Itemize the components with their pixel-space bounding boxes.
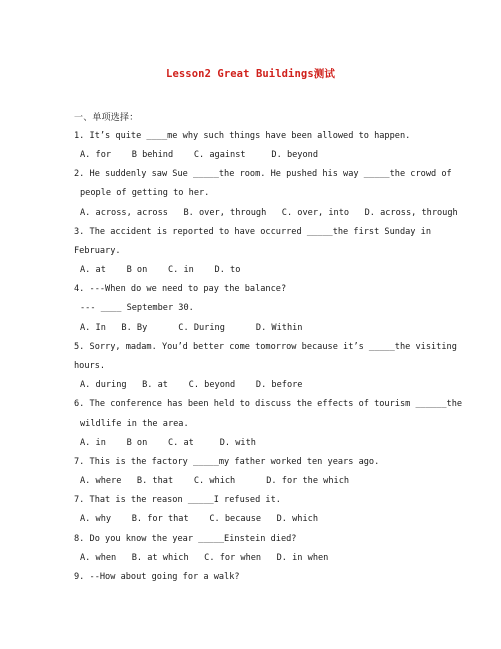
section-heading: 一、单项选择： (74, 113, 139, 123)
question-options: A. where B. that C. which D. for the which (80, 476, 350, 486)
question-stem-continued: people of getting to her. (80, 188, 210, 198)
question-stem-continued: wildlife in the area. (80, 419, 189, 429)
question-stem: 9. --How about going for a walk? (74, 572, 240, 582)
question-stem-continued: --- ____ September 30. (80, 303, 194, 313)
question-stem: 7. This is the factory _____my father worked ten years ago. (74, 457, 380, 467)
question-options: A. during B. at C. beyond D. before (80, 380, 303, 390)
question-stem: 4. ---When do we need to pay the balance? (74, 284, 287, 294)
question-options: A. why B. for that C. because D. which (80, 514, 318, 524)
question-stem: 6. The conference has been held to discuss the effects of tourism ______the (74, 399, 463, 409)
question-stem: 7. That is the reason _____I refused it. (74, 495, 281, 505)
question-options: A. In B. By C. During D. Within (80, 323, 303, 333)
question-stem: 8. Do you know the year _____Einstein died? (74, 534, 297, 544)
question-stem: 3. The accident is reported to have occurred _____the first Sunday in (74, 227, 431, 237)
question-stem: 1. It’s quite ____me why such things have been allowed to happen. (74, 131, 411, 141)
question-stem-continued: February. (74, 246, 121, 256)
question-stem: 2. He suddenly saw Sue _____the room. He pushed his way _____the crowd of (74, 169, 452, 179)
question-options: A. in B on C. at D. with (80, 438, 256, 448)
question-options: A. at B on C. in D. to (80, 265, 241, 275)
question-stem: 5. Sorry, madam. You’d better come tomorrow because it’s _____the visiting (74, 342, 457, 352)
question-options: A. across, across B. over, through C. over, into D. across, through (80, 208, 458, 218)
question-options: A. for B behind C. against D. beyond (80, 150, 318, 160)
page-title: Lesson2 Great Buildings测试 (166, 68, 335, 80)
question-options: A. when B. at which C. for when D. in when (80, 553, 329, 563)
question-stem-continued: hours. (74, 361, 106, 371)
